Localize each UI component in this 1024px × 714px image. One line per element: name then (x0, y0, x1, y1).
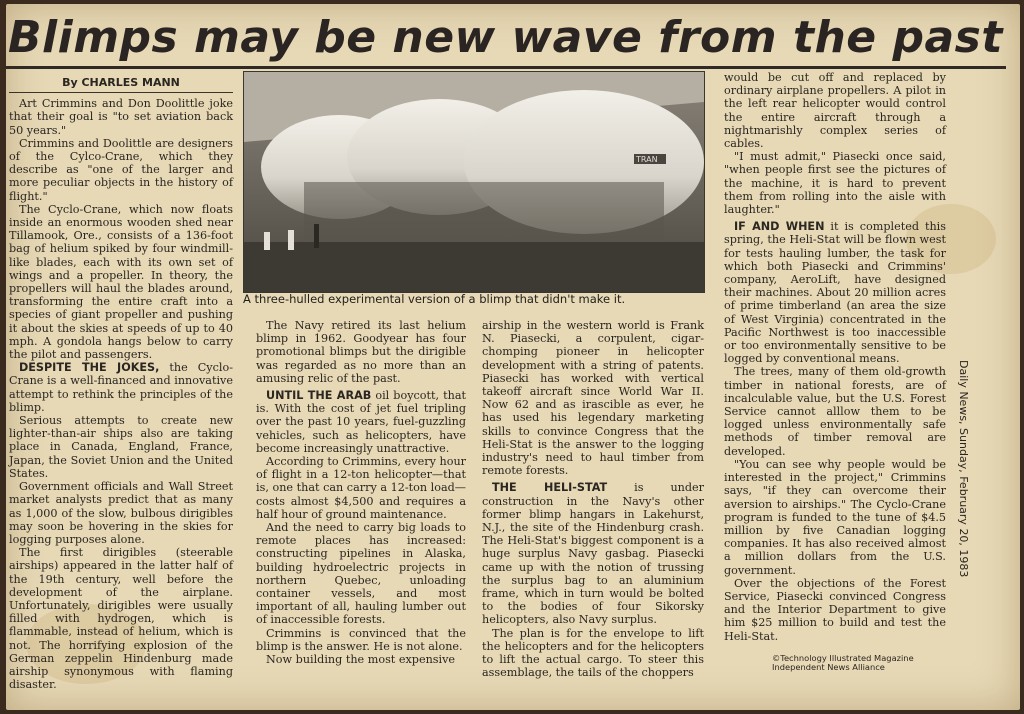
headline: Blimps may be new wave from the past (8, 12, 1003, 63)
paragraph: would be cut off and replaced by ordinary airplane propellers. A pilot in the left rear helicopter would control the entire aircraft through a nightmarishly complex series of cables. (724, 71, 946, 151)
paragraph: Crimmins is convinced that the blimp is the answer. He is not alone. (256, 626, 466, 653)
margin-date-note: Daily News, Sunday, February 20, 1983 (957, 360, 970, 578)
paragraph: Now building the most expensive (266, 653, 456, 667)
column-1 (9, 76, 233, 691)
paragraph (482, 481, 704, 626)
paragraph: "You can see why people would be interested in the project," Crimmins says, "if they can overcome their aversion to airships." The Cyclo-Crane program is funded to the tune of $4.5 million by five Canadian logging companies. It has also received almost a million dollars from the U.S. government. (724, 457, 946, 577)
hull-sign-text: TRAN (636, 155, 658, 164)
photo-caption: A three-hulled experimental version of a blimp that didn't make it. (243, 292, 626, 306)
column-3 (482, 319, 704, 679)
paragraph: The Navy retired its last helium blimp in 1962. Goodyear has four promotional blimps but the dirigible was regarded as no more than an amusing relic of the past. (256, 319, 466, 385)
paragraph (724, 220, 946, 365)
paragraph-text: is under construction in the Navy's other former blimp hangars in Lakehurst, N.J., the site of the Hindenburg crash. The Heli-Stat's biggest component is a huge surplus Navy gasbag. Piasecki came up with the notion of trussing the surplus bag to an aluminium frame, which in turn would be bolted to the bodies of four Sikorsky helicopters, also Navy surplus. (482, 481, 704, 627)
paragraph: The plan is for the envelope to lift the helicopters and for the helicopters to lift the actual cargo. To steer this assemblage, the tails of the choppers (482, 626, 704, 680)
paragraph: And the need to carry big loads to remote places has increased: constructing pipelines in Alaska, building hydroelectric projects in northern Quebec, unloading container vessels, and most important of all, hauling lumber out of inaccessible forests. (256, 521, 466, 627)
credit-line-1: ©Technology Illustrated Magazine (772, 653, 914, 663)
paragraph: According to Crimmins, every hour of flight in a 12-ton helicopter—that is, one that can carry a 12-ton load—costs almost $4,500 and requires a half hour of ground maintenance. (256, 455, 466, 521)
paragraph-text: oil boycott, that is. With the cost of jet fuel tripling over the past 10 years, fuel-guzzling vehicles, such as helicopters, have become increasingly unattractive. (256, 389, 466, 455)
credit-line-2: Independent News Alliance (772, 662, 885, 672)
paragraph: The trees, many of them old-growth timber in national forests, are of incalculable value, but the U.S. Forest Service cannot alllow them to be logged unless environmentally safe methods of timber removal are developed. (724, 365, 946, 458)
paragraph (256, 389, 466, 455)
paragraph: Over the objections of the Forest Service, Piasecki convinced Congress and the Interior Department to give him $25 million to build and test the Heli-Stat. (724, 576, 946, 643)
paragraph: The first dirigibles (steerable airships) appeared in the latter half of the 19th century, well before the development of the airplane. Unfortunately, dirigibles were usually filled with hydrogen, which is flammable, instead of helium, which is not. The horrifying explosion of the German zeppelin Hindenburg made airship synonymous with flaming disaster. (9, 546, 233, 692)
paragraph (9, 361, 233, 414)
headline-rule (6, 66, 1006, 69)
blimp-photo-illustration (244, 72, 704, 292)
paragraph: Crimmins and Doolittle are designers of the Cylco-Crane, which they describe as "one of the larger and more peculiar objects in the history of flight." (9, 136, 233, 203)
byline: By CHARLES MANN (9, 76, 233, 93)
paragraph: The Cyclo-Crane, which now floats inside an enormous wooden shed near Tillamook, Ore., consists of a 136-foot bag of helium spiked by four windmill-like blades, each with its own set of wings and a propeller. In theory, the propellers will haul the blades around, transforming the entire craft into a species of giant propeller and pushing it about the skies at speeds of up to 40 mph. A gondola hangs below to carry the pilot and passengers. (9, 202, 233, 362)
paragraph: airship in the western world is Frank N. Piasecki, a corpulent, cigar-chomping pioneer in helicopter development with a string of patents. Piasecki has worked with vertical takeoff aircraft since World War II. Now 62 and as irascible as ever, he has used his legendary marketing skills to convince Congress that the Heli-Stat is the answer to the logging industry's need to haul timber from remote forests. (482, 319, 704, 478)
paragraph-lead: IF AND WHEN (734, 220, 825, 234)
paragraph: Art Crimmins and Don Doolittle joke that their goal is "to set aviation back 50 years." (9, 97, 233, 137)
credit-line (772, 654, 972, 672)
paragraph-text: the Cyclo-Crane is a well-financed and innovative attempt to rethink the principles of the blimp. (9, 361, 233, 414)
paragraph-lead: THE HELI-STAT (492, 481, 608, 495)
column-2 (256, 319, 466, 666)
paragraph: Serious attempts to create new lighter-than-air ships also are taking place in Canada, England, France, Japan, the Soviet Union and the United States. (9, 414, 233, 480)
column-4 (724, 71, 946, 643)
blimp-photo (243, 71, 705, 293)
paragraph-lead: UNTIL THE ARAB (266, 389, 372, 403)
paragraph-lead: DESPITE THE JOKES, (19, 361, 160, 375)
paragraph: "I must admit," Piasecki once said, "when people first see the pictures of the machine, it is hard to prevent them from rolling into the aisle with laughter." (724, 150, 946, 217)
paragraph: Government officials and Wall Street market analysts predict that as many as 1,000 of the slow, bulbous dirigibles may soon be hovering in the skies for logging purposes alone. (9, 480, 233, 546)
paragraph-text: it is completed this spring, the Heli-Stat will be flown west for tests hauling lumber, the task for which both Piasecki and Crimmins' company, AeroLift, have designed their machines. About 20 million acres of prime timberland (an area the size of West Virginia) concentrated in the Pacific Northwest is too inaccessible or too environmentally sensitive to be logged by conventional means. (724, 220, 946, 366)
